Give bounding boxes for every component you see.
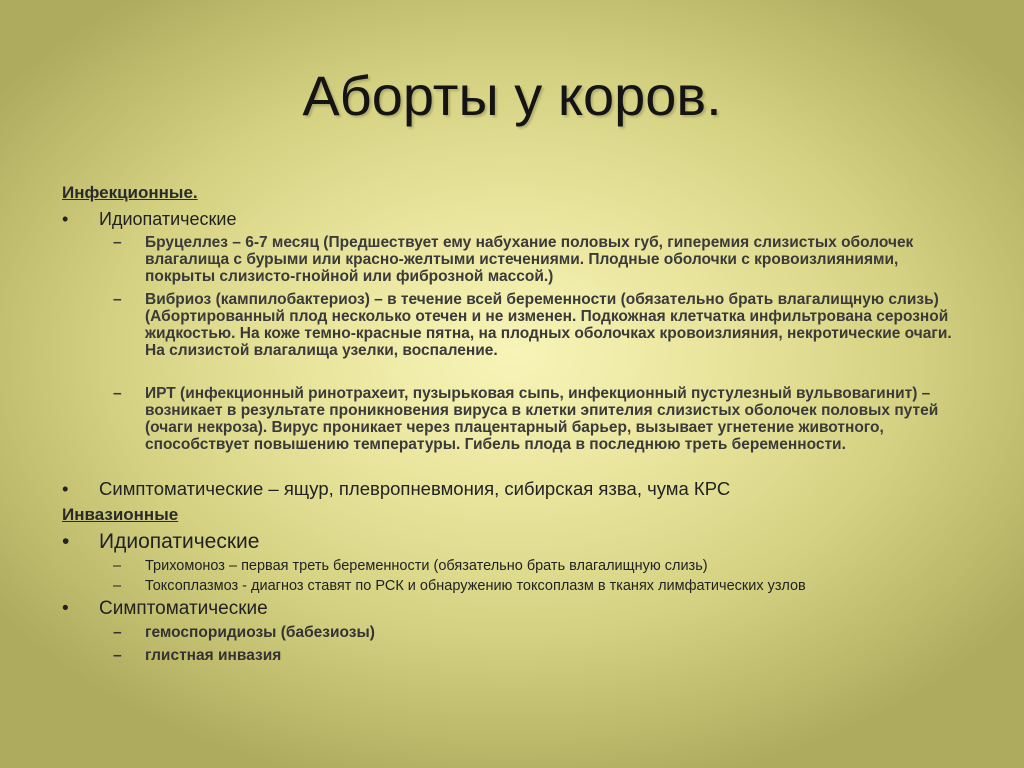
dash-icon: – (113, 647, 122, 664)
sub-item-text: Трихомоноз – первая треть беременности (обязательно брать влагалищную слизь) (145, 558, 708, 574)
dash-icon: – (113, 578, 122, 594)
dash-icon: – (113, 385, 122, 402)
sub-item-text: ИРТ (инфекционный ринотрахеит, пузырьковая сыпь, инфекционный пустулезный вульвовагинит) – возникает в результате проникновения вируса в клетки эпителия слизистых оболочек половых путей (очаги некроза). Вирус проникает через плацентарный барьер, вызывает угнетение животного, способствует повышению температуры. Гибель плода в последнюю треть беременности. (145, 385, 939, 453)
dash-icon: – (113, 624, 122, 641)
bullet-icon: • (62, 478, 69, 499)
bullet-icon: • (62, 530, 70, 553)
dash-icon: – (113, 291, 122, 308)
list-item-label: Симптоматические (99, 598, 268, 619)
bullet-icon: • (62, 598, 69, 619)
sub-item-text: Бруцеллез – 6-7 месяц (Предшествует ему набухание половых губ, гиперемия слизистых оболочек влагалища с бурыми или красно-желтыми истечениями. Плодные оболочки с кровоизлияниями, покрыты слизисто-гнойной или фиброзной массой.) (145, 234, 914, 285)
sub-item-text: Вибриоз (кампилобактериоз) – в течение всей беременности (обязательно брать влагалищную слизь) (Абортированный плод несколько отечен и не изменен. Подкожная клетчатка инфильтрована серозной жидкостью. На коже темно-красные пятна, на плодных оболочках кровоизлияния, некротические очаги. На слизистой влагалища узелки, воспаление. (145, 291, 952, 359)
sub-item-text: Токсоплазмоз - диагноз ставят по РСК и обнаружению токсоплазм в тканях лимфатических узлов (145, 578, 806, 594)
dash-icon: – (113, 234, 122, 251)
slide-title: Аборты у коров. (302, 64, 722, 127)
bullet-icon: • (62, 209, 69, 229)
list-item-label: Симптоматические – ящур, плевропневмония, сибирская язва, чума КРС (99, 478, 731, 499)
sub-item-text: гемоспоридиозы (бабезиозы) (145, 624, 375, 641)
list-item-label: Идиопатические (99, 530, 260, 553)
dash-icon: – (113, 558, 122, 574)
section-heading-invasive: Инвазионные (62, 505, 179, 524)
sub-item-text: глистная инвазия (145, 647, 282, 664)
section-heading-infectious: Инфекционные. (62, 183, 198, 202)
list-item-label: Идиопатические (99, 209, 237, 229)
